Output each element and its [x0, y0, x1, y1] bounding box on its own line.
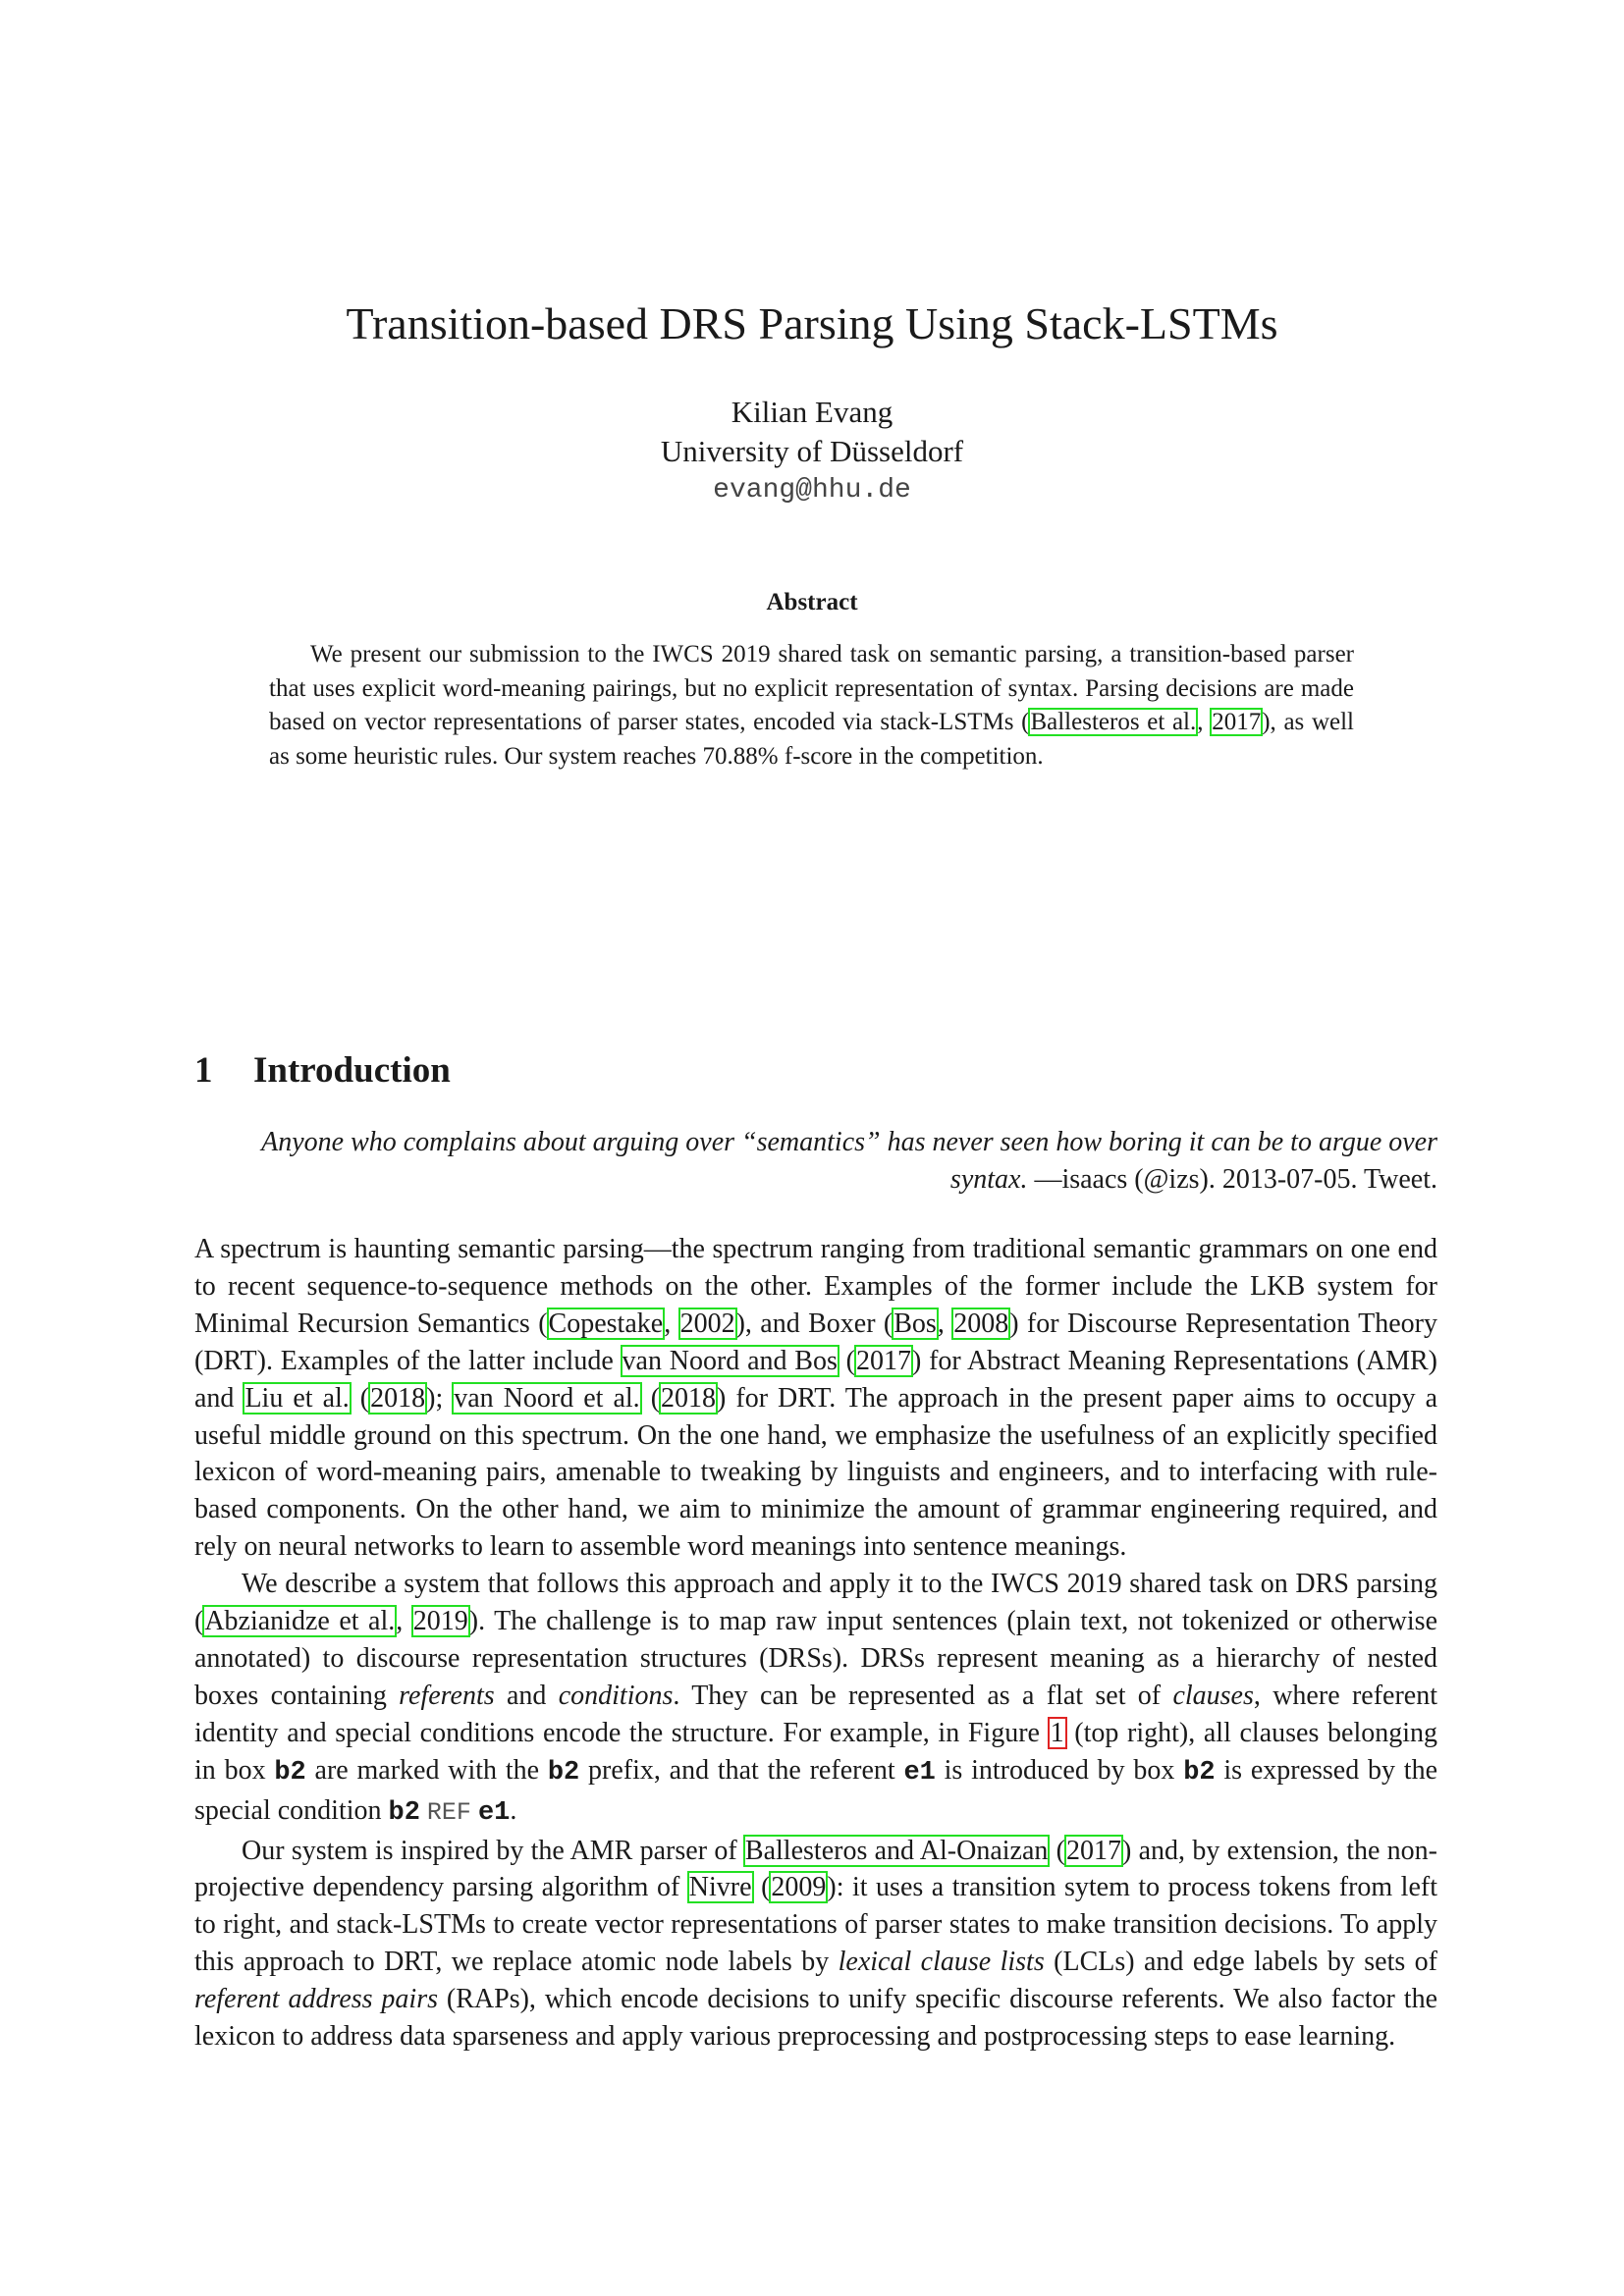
section-number: 1: [194, 1050, 213, 1091]
citation-year-link[interactable]: 2018: [370, 1382, 426, 1414]
section-heading: [194, 1046, 451, 1095]
paragraph: Our system is inspired by the AMR parser of Ballesteros and Al-Onaizan (2017) and, by extension, the non-projective dependency parsing algorithm of Nivre (2009): it uses a transition sytem to process tokens from left to right, and stack-LSTMs to create vector representations of parser states to make transition decisions. To apply this approach to DRT, we replace atomic node labels by lexical clause lists (LCLs) and edge labels by sets of referent address pairs (RAPs), which encode decisions to unify specific discourse referents. We also factor the lexicon to address data sparseness and apply various preprocessing and postprocessing steps to ease learning.: [194, 1835, 1437, 2053]
citation-year-link[interactable]: 2017: [1212, 709, 1262, 735]
citation-link[interactable]: Ballesteros and Al-Onaizan: [744, 1835, 1049, 1866]
citation-link[interactable]: van Noord et al.: [454, 1382, 640, 1414]
code-box-label: b2: [1183, 1757, 1216, 1788]
author-block: [0, 393, 1624, 510]
epigraph-quote: Anyone who complains about arguing over “semantics” has never seen how boring it can be to argue over syntax.: [261, 1127, 1437, 1195]
author-affiliation: University of Düsseldorf: [660, 434, 964, 468]
code-referent: e1: [903, 1757, 936, 1788]
citation-link[interactable]: Bos: [893, 1308, 937, 1339]
paper-title: Transition-based DRS Parsing Using Stack-LSTMs: [346, 298, 1278, 348]
citation-year-link[interactable]: 2019: [412, 1606, 468, 1637]
code-box-label: b2: [388, 1797, 420, 1828]
figure-reference-link[interactable]: 1: [1050, 1717, 1064, 1748]
citation-year-link[interactable]: 2017: [855, 1345, 911, 1376]
epigraph-source: —isaacs (@izs). 2013-07-05. Tweet.: [1027, 1164, 1437, 1195]
paragraph: A spectrum is haunting semantic parsing—the spectrum ranging from traditional semantic grammars on one end to recent sequence-to-sequence methods on the other. Examples of the former include the LKB system for Minimal Recursion Semantics (Copestake, 2002), and Boxer (Bos, 2008) for Discourse Representation Theory (DRT). Examples of the latter include van Noord and Bos (2017) for Abstract Meaning Representations (AMR) and Liu et al. (2018); van Noord et al. (2018) for DRT. The approach in the present paper aims to occupy a useful middle ground on this spectrum. On the one hand, we emphasize the usefulness of an explicitly specified lexicon of word-meaning pairs, amenable to tweaking by linguists and engineers, and to interfacing with rule-based components. On the other hand, we aim to minimize the amount of grammar engineering required, and rely on neural networks to learn to assemble word meanings into sentence meanings.: [194, 1234, 1438, 1563]
citation-link[interactable]: Ballesteros et al.: [1030, 709, 1197, 735]
citation-year-link[interactable]: 2009: [771, 1872, 827, 1903]
citation-year-link[interactable]: 2018: [661, 1382, 717, 1414]
citation-year-link[interactable]: 2017: [1066, 1835, 1121, 1866]
code-box-label: b2: [274, 1757, 306, 1788]
code-box-label: b2: [547, 1757, 580, 1788]
citation-year-link[interactable]: 2002: [679, 1308, 735, 1339]
epigraph: [194, 1124, 1437, 1199]
section-title: Introduction: [253, 1050, 451, 1091]
code-ref-operator: REF: [426, 1797, 471, 1827]
citation-link[interactable]: van Noord and Bos: [622, 1345, 838, 1376]
citation-link[interactable]: Nivre: [688, 1872, 752, 1903]
citation-link[interactable]: Liu et al.: [244, 1382, 350, 1414]
paragraph: We describe a system that follows this approach and apply it to the IWCS 2019 shared task on DRS parsing (Abzianidze et al., 2019). The challenge is to map raw input sentences (plain text, not tokenized or otherwise annotated) to discourse representation structures (DRSs). DRSs represent meaning as a hierarchy of nested boxes containing referents and conditions. They can be represented as a flat set of clauses, where referent identity and special conditions encode the structure. For example, in Figure 1 (top right), all clauses belonging in box b2 are marked with the b2 prefix, and that the referent e1 is introduced by box b2 is expressed by the special condition b2 REF e1.: [194, 1569, 1438, 1828]
abstract-text: We present our submission to the IWCS 2019 shared task on semantic parsing, a transition-based parser that uses explicit word-meaning pairings, but no explicit representation of syntax. Parsing decisions are made based on vector representations of parser states, encoded via stack-LSTMs (Ballesteros et al., 2017), as well as some heuristic rules. Our system reaches 70.88% f-score in the competition.: [269, 641, 1354, 770]
code-referent: e1: [477, 1797, 511, 1828]
citation-link[interactable]: Copestake: [548, 1308, 664, 1339]
author-name: Kilian Evang: [731, 395, 893, 429]
author-email: evang@hhu.de: [713, 475, 911, 506]
citation-year-link[interactable]: 2008: [953, 1308, 1009, 1339]
intro-body: [194, 1231, 1437, 2056]
citation-link[interactable]: Abzianidze et al.: [204, 1606, 396, 1637]
abstract-heading: Abstract: [766, 589, 858, 615]
